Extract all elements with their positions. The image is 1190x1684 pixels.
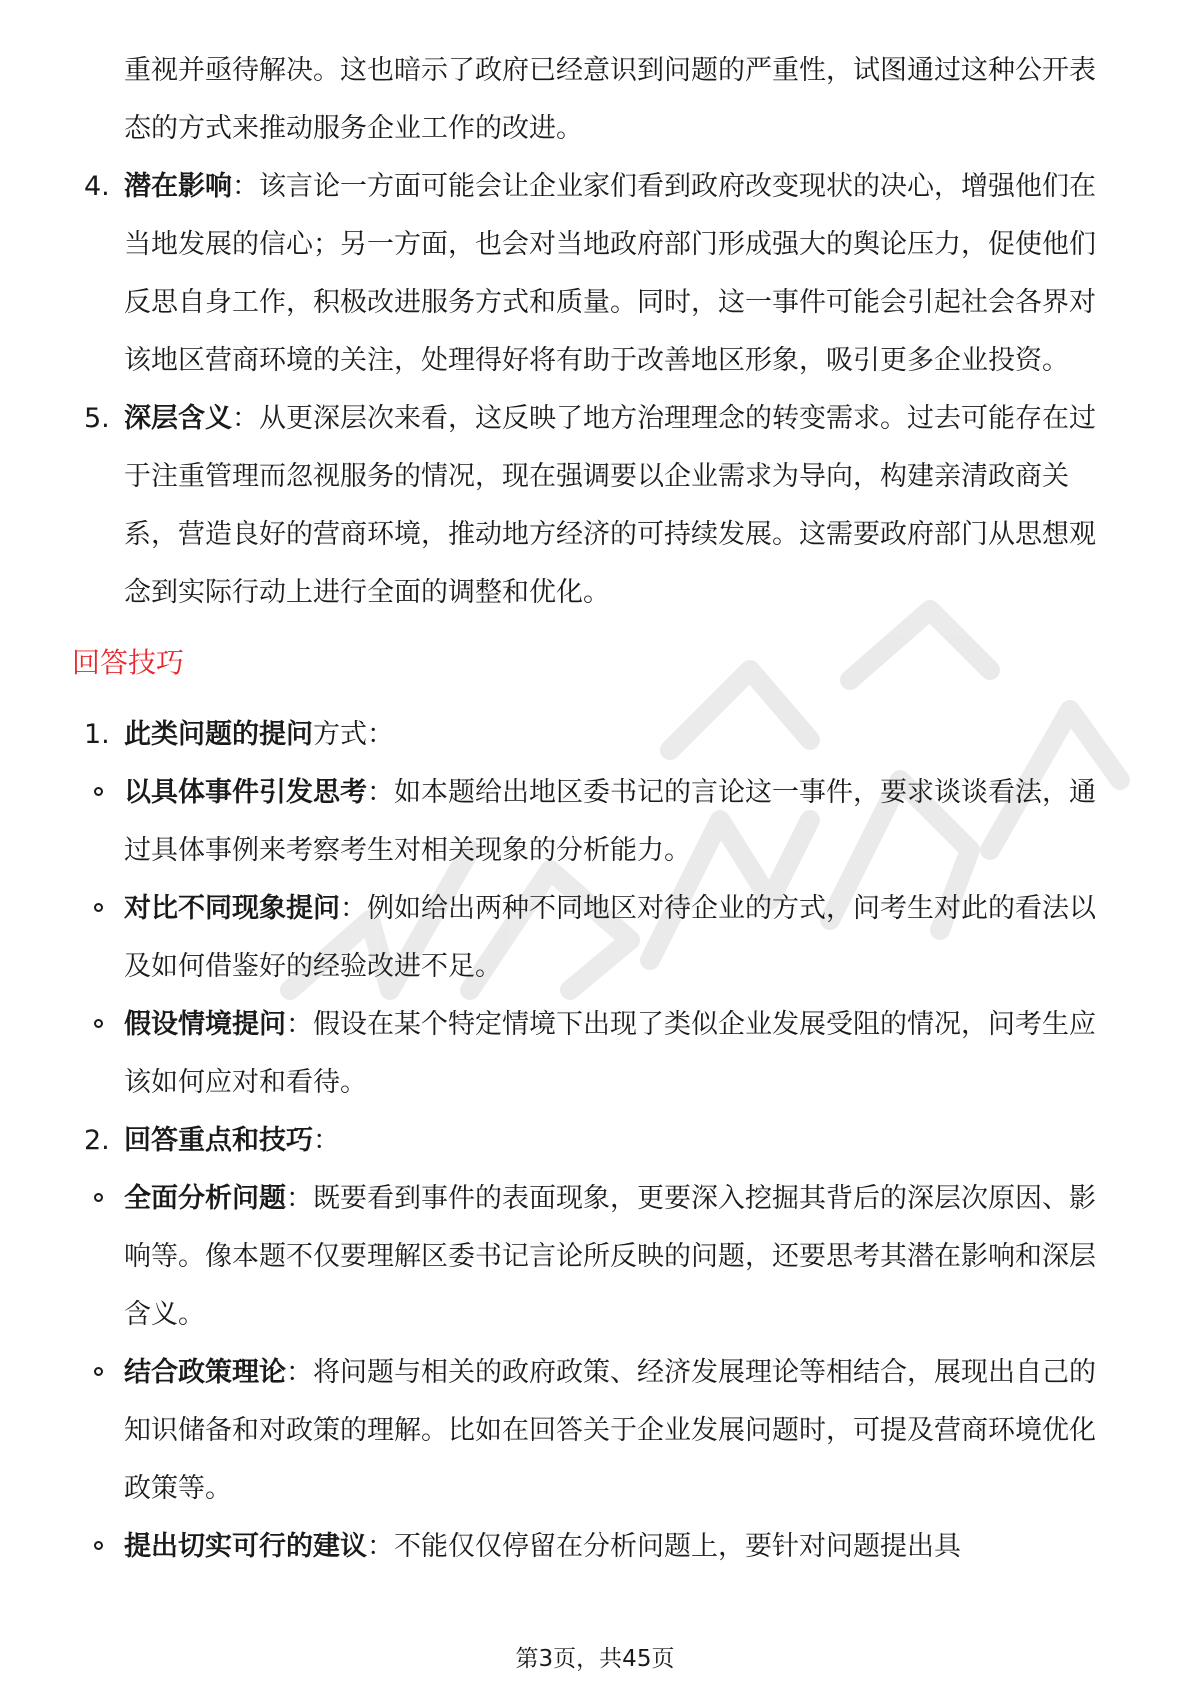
bullet-label: 假设情境提问 [124,1009,286,1040]
bullet-label: 对比不同现象提问 [124,893,340,924]
item-text: ：从更深层次来看，这反映了地方治理理念的转变需求。过去可能存在过于注重管理而忽视服务的情况，现在强调要以企业需求为导向，构建亲清政商关系，营造良好的营商环境，推动地方经济的可持续发展。这需要政府部门从思想观念到实际行动上进行全面的调整和优化。 [124,403,1096,608]
item-label: 此类问题的提问 [124,719,313,750]
item-text: ：该言论一方面可能会让企业家们看到政府改变现状的决心，增强他们在当地发展的信心；另一方面，也会对当地政府部门形成强大的舆论压力，促使他们反思自身工作，积极改进服务方式和质量。同时，这一事件可能会引起社会各界对该地区营商环境的关注，处理得好将有助于改善地区形象，吸引更多企业投资。 [124,171,1096,376]
content-area [72,42,1118,1576]
list-item [72,1112,1118,1170]
list-number: 5. [84,403,110,434]
bullet-icon [94,1193,103,1202]
list-item [72,158,1118,390]
bullet-text: ：不能仅仅停留在分析问题上，要针对问题提出具 [367,1531,961,1562]
bullet-list [72,1170,1118,1576]
bullet-icon [94,903,103,912]
item-label: 潜在影响 [124,171,232,202]
bullet-text: ：例如给出两种不同地区对待企业的方式，问考生对此的看法以及如何借鉴好的经验改进不足。 [124,893,1096,982]
bullet-label: 提出切实可行的建议 [124,1531,367,1562]
bullet-list [72,764,1118,1112]
bullet-icon [94,1019,103,1028]
bullet-item [72,1344,1118,1518]
bullet-icon [94,787,103,796]
item-suffix: 方式： [313,719,394,750]
list-number: 2. [84,1125,110,1156]
page-number-footer: 第3页，共45页 [515,1646,675,1672]
list-item [72,390,1118,622]
sublist-container [72,764,1118,1112]
bullet-label: 全面分析问题 [124,1183,286,1214]
list-item [72,706,1118,764]
bullet-item [72,1518,1118,1576]
item-label: 回答重点和技巧 [124,1125,313,1156]
section-title: 回答技巧 [72,646,185,679]
bullet-item [72,880,1118,996]
bullet-text: ：既要看到事件的表面现象，更要深入挖掘其背后的深层次原因、影响等。像本题不仅要理解区委书记言论所反映的问题，还要思考其潜在影响和深层含义。 [124,1183,1096,1330]
bullet-text: ：将问题与相关的政府政策、经济发展理论等相结合，展现出自己的知识储备和对政策的理解。比如在回答关于企业发展问题时，可提及营商环境优化政策等。 [124,1357,1096,1504]
bullet-label: 结合政策理论 [124,1357,286,1388]
sublist-container [72,1170,1118,1576]
numbered-list-tips [72,706,1118,1576]
bullet-text: ：假设在某个特定情境下出现了类似企业发展受阻的情况，问考生应该如何应对和看待。 [124,1009,1096,1098]
bullet-icon [94,1367,103,1376]
numbered-list-analysis [72,158,1118,622]
continued-paragraph: 重视并亟待解决。这也暗示了政府已经意识到问题的严重性，试图通过这种公开表态的方式来推动服务企业工作的改进。 [124,55,1096,144]
bullet-item [72,764,1118,880]
item-suffix: ： [313,1125,340,1156]
bullet-item [72,996,1118,1112]
list-number: 4. [84,171,110,202]
list-number: 1. [84,719,110,750]
item-label: 深层含义 [124,403,232,434]
bullet-label: 以具体事件引发思考 [124,777,367,808]
bullet-item [72,1170,1118,1344]
bullet-icon [94,1541,103,1550]
bullet-text: ：如本题给出地区委书记的言论这一事件，要求谈谈看法，通过具体事例来考察考生对相关现象的分析能力。 [124,777,1096,866]
